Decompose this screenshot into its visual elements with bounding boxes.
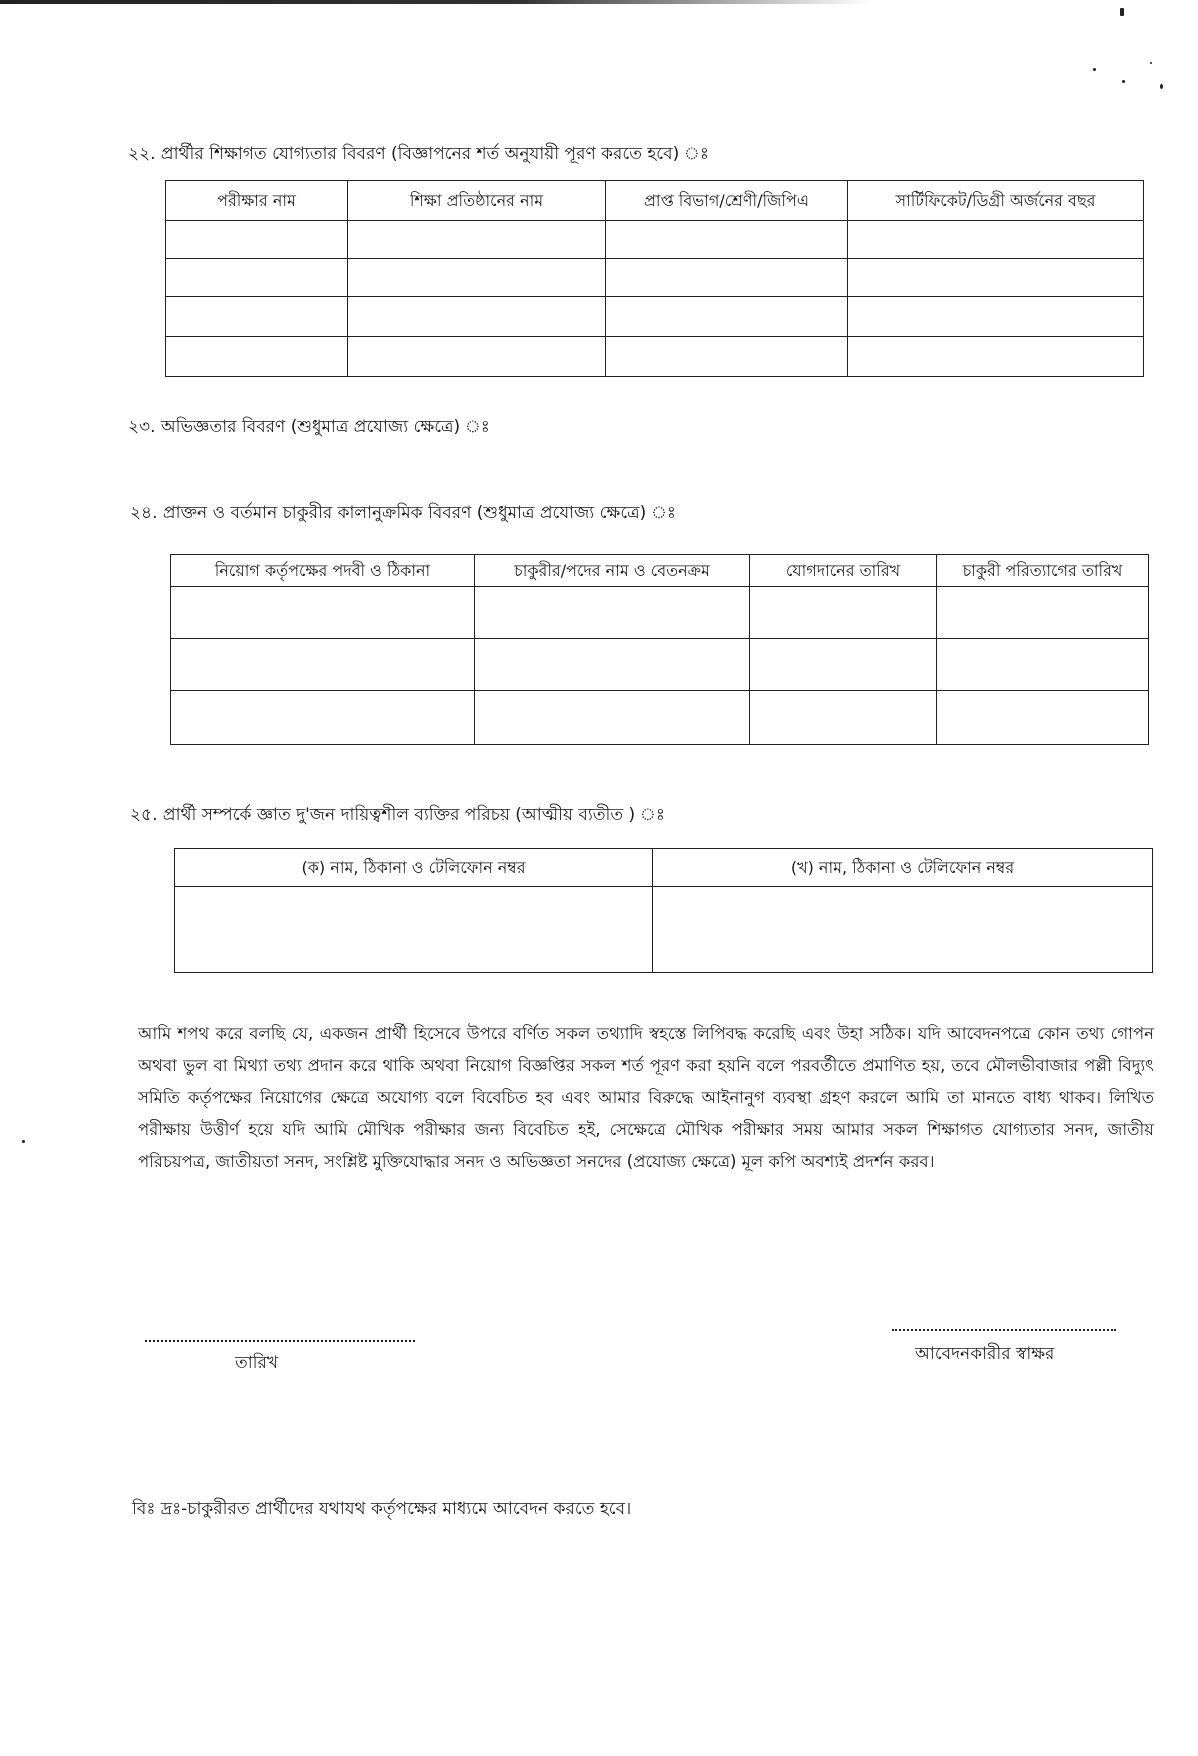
blank-cell[interactable] [175, 887, 653, 973]
scan-edge-line [0, 0, 870, 4]
references-table [174, 848, 1153, 973]
blank-cell[interactable] [937, 691, 1149, 745]
blank-cell[interactable] [171, 639, 475, 691]
scan-speck [1120, 8, 1124, 16]
blank-cell[interactable] [171, 691, 475, 745]
blank-cell[interactable] [166, 221, 348, 259]
blank-cell[interactable] [171, 587, 475, 639]
blank-cell[interactable] [166, 297, 348, 337]
column-header-employer-address: নিয়োগ কর্তৃপক্ষের পদবী ও ঠিকানা [171, 555, 475, 587]
scan-speck [1160, 84, 1163, 89]
scan-speck [22, 1140, 25, 1143]
blank-cell[interactable] [750, 639, 937, 691]
employment-history-table [170, 554, 1149, 745]
column-header-post-pay-scale: চাকুরীর/পদের নাম ও বেতনক্রম [475, 555, 750, 587]
table-row [171, 691, 1149, 745]
blank-cell[interactable] [606, 297, 848, 337]
blank-cell[interactable] [848, 337, 1144, 377]
column-header-reference-a: (ক) নাম, ঠিকানা ও টেলিফোন নম্বর [175, 849, 653, 887]
column-header-reference-b: (খ) নাম, ঠিকানা ও টেলিফোন নম্বর [653, 849, 1153, 887]
blank-cell[interactable] [348, 259, 606, 297]
blank-cell[interactable] [475, 691, 750, 745]
blank-cell[interactable] [750, 587, 937, 639]
blank-cell[interactable] [653, 887, 1153, 973]
blank-cell[interactable] [848, 259, 1144, 297]
column-header-leaving-date: চাকুরী পরিত্যাগের তারিখ [937, 555, 1149, 587]
table-row [171, 587, 1149, 639]
blank-cell[interactable] [937, 587, 1149, 639]
footnote: বিঃ দ্রঃ-চাকুরীরত প্রার্থীদের যথাযথ কর্তৃপক্ষের মাধ্যমে আবেদন করতে হবে। [132, 1499, 632, 1519]
blank-cell[interactable] [937, 639, 1149, 691]
table-row [166, 297, 1144, 337]
section-23-heading: ২৩. অভিজ্ঞতার বিবরণ (শুধুমাত্র প্রযোজ্য ক্ষেত্রে) ঃ [128, 417, 490, 437]
section-25-heading: ২৫. প্রার্থী সম্পর্কে জ্ঞাত দু'জন দায়িত্বশীল ব্যক্তির পরিচয় (আত্মীয় ব্যতীত ) ঃ [130, 805, 665, 825]
declaration-paragraph: আমি শপথ করে বলছি যে, একজন প্রার্থী হিসেবে উপরে বর্ণিত সকল তথ্যাদি স্বহস্তে লিপিবদ্ধ করেছি এবং উহা সঠিক। যদি আবেদনপত্রে কোন তথ্য গোপন অথবা ভুল বা মিথ্যা তথ্য প্রদান করে থাকি অথবা নিয়োগ বিজ্ঞপ্তির সকল শর্ত পূরণ করা হয়নি বলে পরবর্তীতে প্রমাণিত হয়, তবে মৌলভীবাজার পল্লী বিদ্যুৎ সমিতি কর্তৃপক্ষের নিয়োগের ক্ষেত্রে অযোগ্য বলে বিবেচিত হব এবং আমার বিরুদ্ধে আইনানুগ ব্যবস্থা গ্রহণ করলে আমি তা মানতে বাধ্য থাকব। লিখিত পরীক্ষায় উত্তীর্ণ হয়ে যদি আমি মৌখিক পরীক্ষার জন্য বিবেচিত হই, সেক্ষেত্রে মৌখিক পরীক্ষার সময় আমার সকল শিক্ষাগত যোগ্যতার সনদ, জাতীয় পরিচয়পত্র, জাতীয়তা সনদ, সংশ্লিষ্ট মুক্তিযোদ্ধার সনদ ও অভিজ্ঞতা সনদের (প্রযোজ্য ক্ষেত্রে) মূল কপি অবশ্যই প্রদর্শন করব। [138, 1024, 1154, 1171]
section-22-heading: ২২. প্রার্থীর শিক্ষাগত যোগ্যতার বিবরণ (বিজ্ঞাপনের শর্ত অনুযায়ী পূরণ করতে হবে) ঃ [128, 144, 709, 164]
table-row [166, 259, 1144, 297]
column-header-division-grade: প্রাপ্ত বিভাগ/শ্রেণী/জিপিএ [606, 181, 848, 221]
blank-cell[interactable] [348, 337, 606, 377]
blank-cell[interactable] [750, 691, 937, 745]
blank-cell[interactable] [606, 259, 848, 297]
blank-cell[interactable] [475, 587, 750, 639]
section-24-heading: ২৪. প্রাক্তন ও বর্তমান চাকুরীর কালানুক্রমিক বিবরণ (শুধুমাত্র প্রযোজ্য ক্ষেত্রে) ঃ [130, 503, 676, 523]
table-row [166, 221, 1144, 259]
column-header-joining-date: যোগদানের তারিখ [750, 555, 937, 587]
column-header-institution-name: শিক্ষা প্রতিষ্ঠানের নাম [348, 181, 606, 221]
table-row [171, 639, 1149, 691]
date-label: তারিখ [235, 1353, 279, 1373]
blank-cell[interactable] [348, 297, 606, 337]
scan-speck [1122, 80, 1125, 83]
column-header-exam-name: পরীক্ষার নাম [166, 181, 348, 221]
table-row [166, 337, 1144, 377]
blank-cell[interactable] [848, 297, 1144, 337]
column-header-degree-year: সার্টিফিকেট/ডিগ্রী অর্জনের বছর [848, 181, 1144, 221]
signature-dotted-line[interactable] [892, 1329, 1116, 1331]
education-table [165, 180, 1144, 377]
blank-cell[interactable] [166, 337, 348, 377]
table-row [175, 887, 1153, 973]
applicant-signature-label: আবেদনকারীর স্বাক্ষর [915, 1344, 1055, 1364]
blank-cell[interactable] [606, 221, 848, 259]
blank-cell[interactable] [848, 221, 1144, 259]
blank-cell[interactable] [166, 259, 348, 297]
date-dotted-line[interactable] [145, 1340, 415, 1342]
blank-cell[interactable] [606, 337, 848, 377]
blank-cell[interactable] [348, 221, 606, 259]
scan-speck [1093, 68, 1096, 71]
scan-speck [1150, 62, 1152, 64]
blank-cell[interactable] [475, 639, 750, 691]
